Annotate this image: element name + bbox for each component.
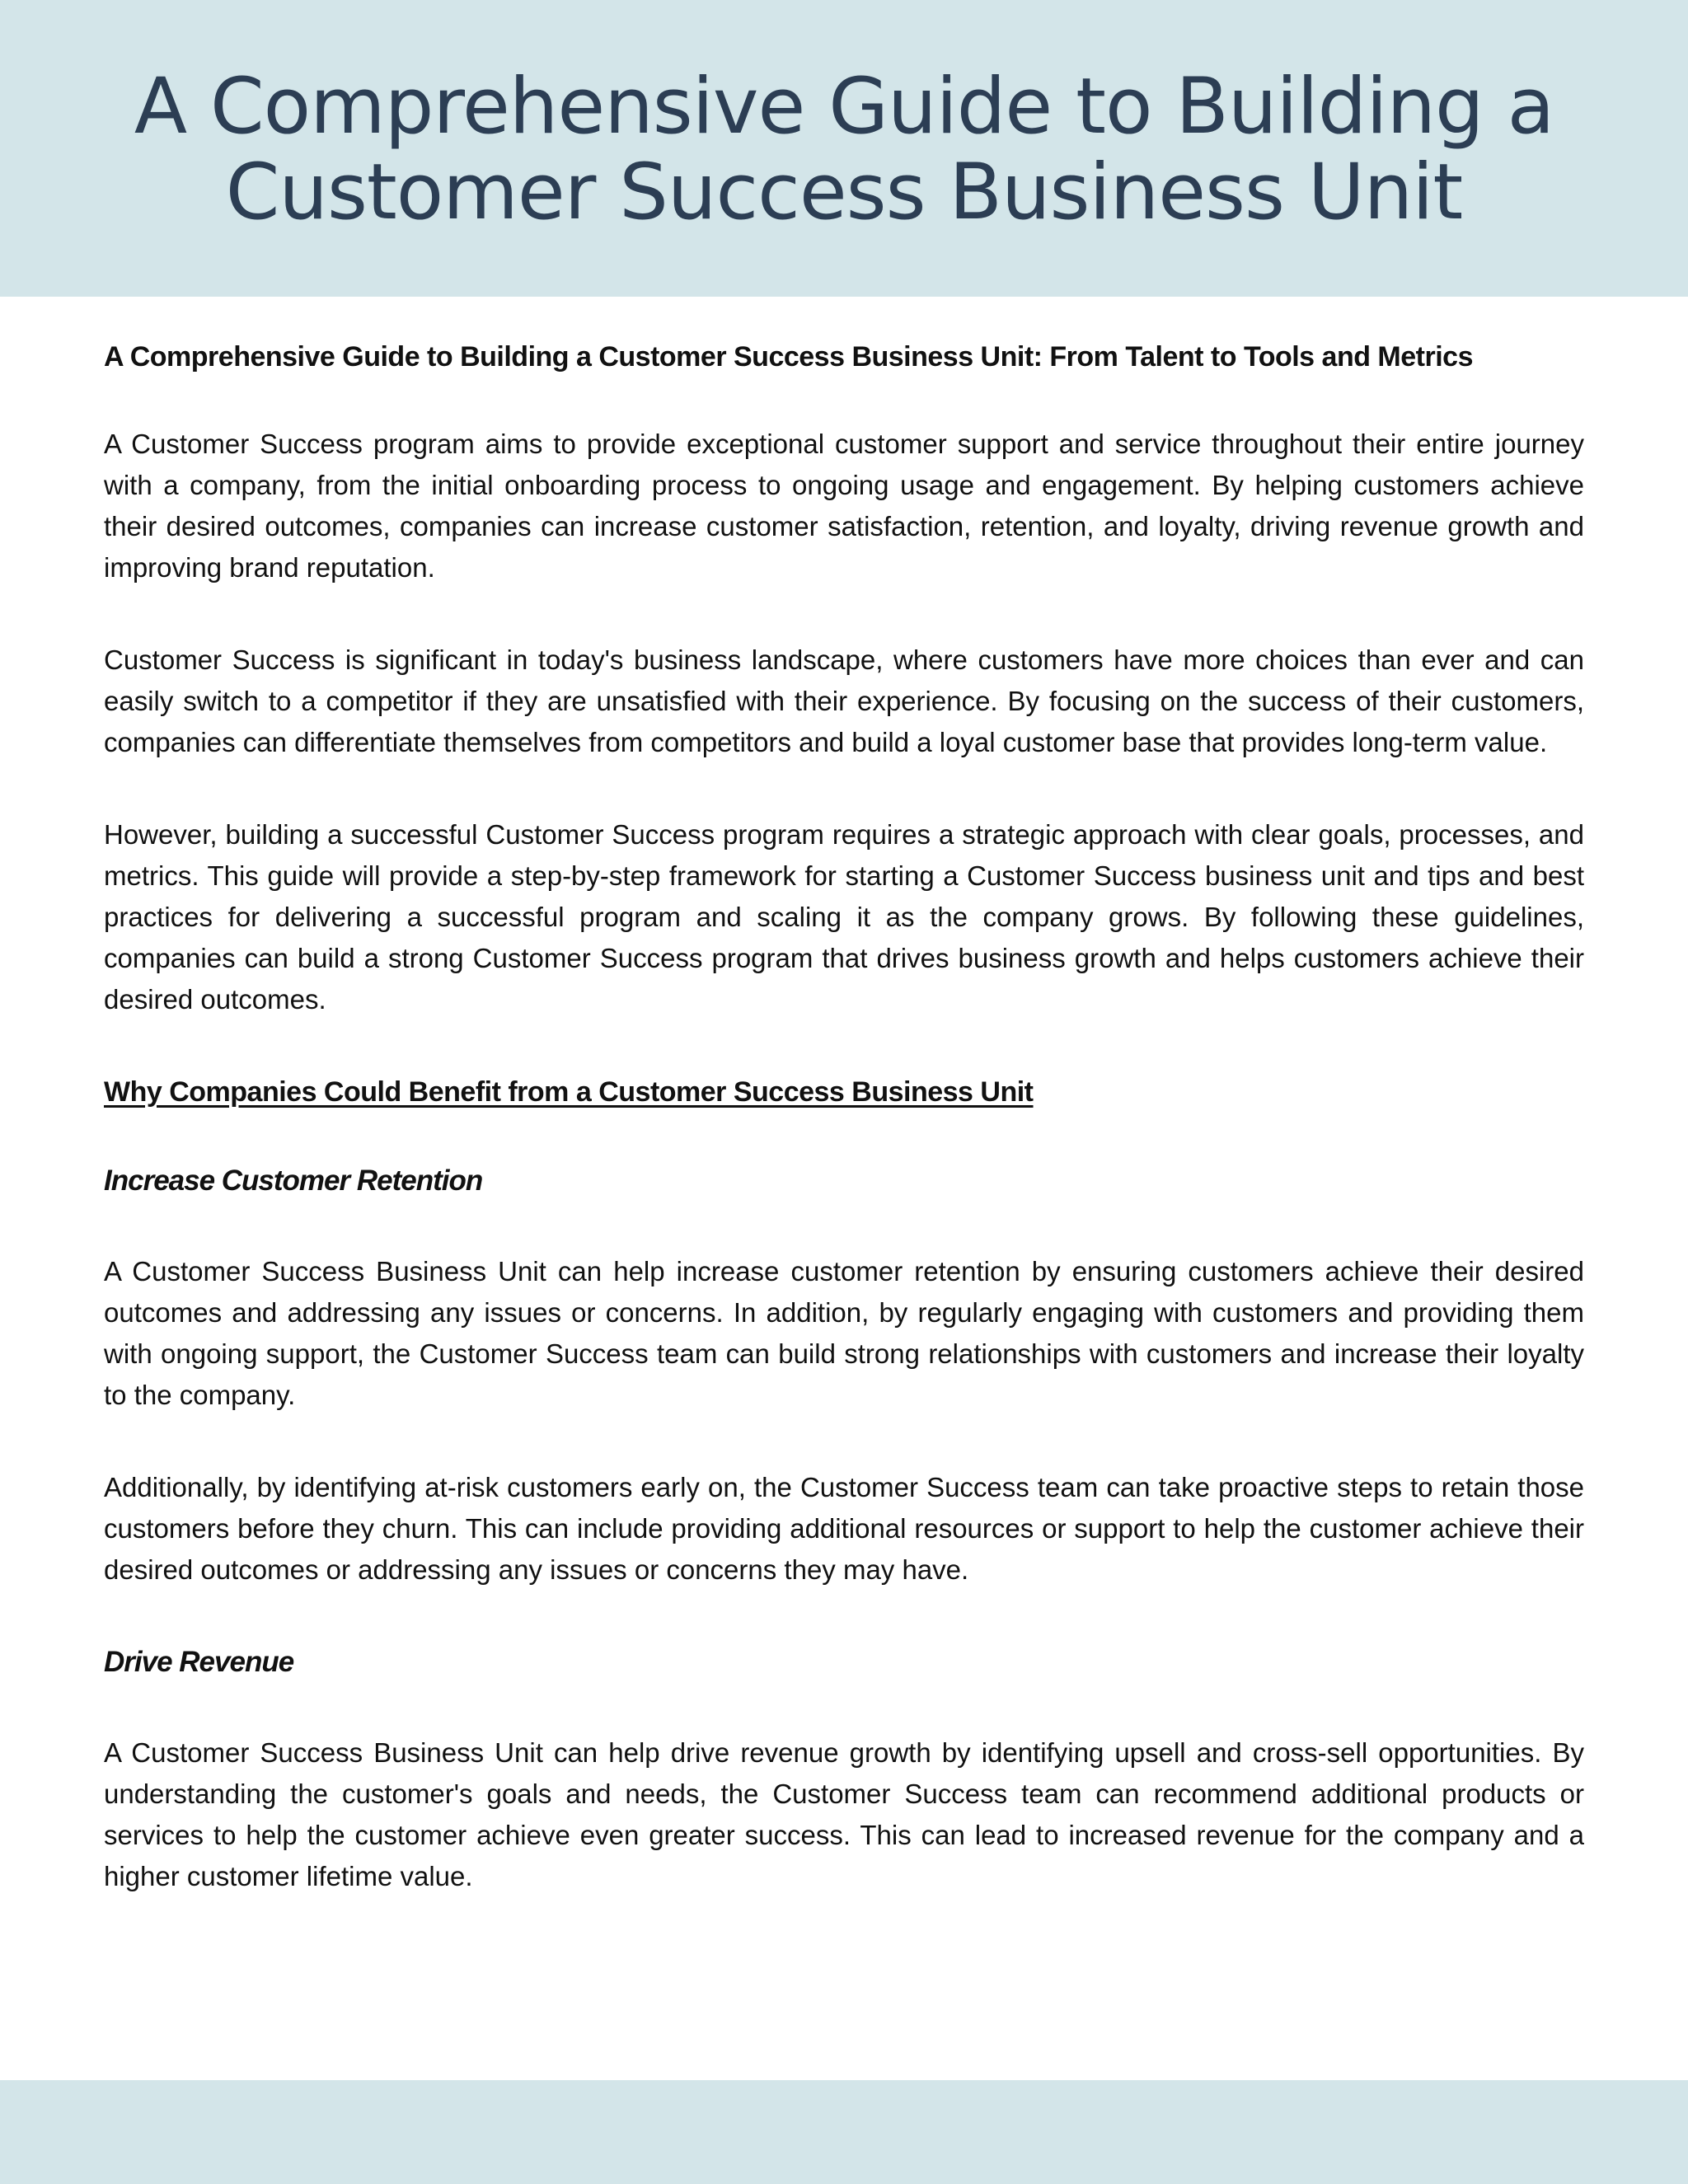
footer-band xyxy=(0,2080,1688,2184)
document-subtitle: A Comprehensive Guide to Building a Customer Success Business Unit: From Talent to Tools and Metrics xyxy=(104,341,1473,373)
intro-paragraph-2: Customer Success is significant in today's business landscape, where customers have more choices than ever and can easily switch to a competitor if they are unsatisfied with their experience. By focusing on the success of their customers, companies can differentiate themselves from competitors and build a loyal customer base that provides long-term value. xyxy=(104,644,1584,757)
section-heading: Why Companies Could Benefit from a Customer Success Business Unit xyxy=(104,1076,1034,1108)
retention-paragraph-2: Additionally, by identifying at-risk customers early on, the Customer Success team can take proactive steps to retain those customers before they churn. This can include providing additional resources or support to help the customer achieve their desired outcomes or addressing any issues or concerns they may have. xyxy=(104,1472,1584,1585)
revenue-paragraph-1: A Customer Success Business Unit can help drive revenue growth by identifying upsell and cross-sell opportunities. By understanding the customer's goals and needs, the Customer Success team can recommend additional products or services to help the customer achieve even greater success. This can lead to increased revenue for the company and a higher customer lifetime value. xyxy=(104,1737,1584,1891)
document-body xyxy=(104,336,1584,1948)
intro-paragraph-3: However, building a successful Customer Success program requires a strategic approach with clear goals, processes, and metrics. This guide will provide a step-by-step framework for starting a Customer Success business unit and tips and best practices for delivering a successful program and scaling it as the company grows. By following these guidelines, companies can build a strong Customer Success program that drives business growth and helps customers achieve their desired outcomes. xyxy=(104,819,1584,1015)
header-band xyxy=(0,0,1688,297)
retention-paragraph-1: A Customer Success Business Unit can help increase customer retention by ensuring customers achieve their desired outcomes and addressing any issues or concerns. In addition, by regularly engaging with customers and providing them with ongoing support, the Customer Success team can build strong relationships with customers and increase their loyalty to the company. xyxy=(104,1256,1584,1410)
intro-paragraph-1: A Customer Success program aims to provide exceptional customer support and service throughout their entire journey with a company, from the initial onboarding process to ongoing usage and engagement. By helping customers achieve their desired outcomes, companies can increase customer satisfaction, retention, and loyalty, driving revenue growth and improving brand reputation. xyxy=(104,429,1584,583)
subsection-heading-revenue: Drive Revenue xyxy=(104,1646,294,1678)
subsection-heading-retention: Increase Customer Retention xyxy=(104,1165,483,1197)
page-title: A Comprehensive Guide to Building a Customer Success Business Unit xyxy=(134,62,1554,237)
